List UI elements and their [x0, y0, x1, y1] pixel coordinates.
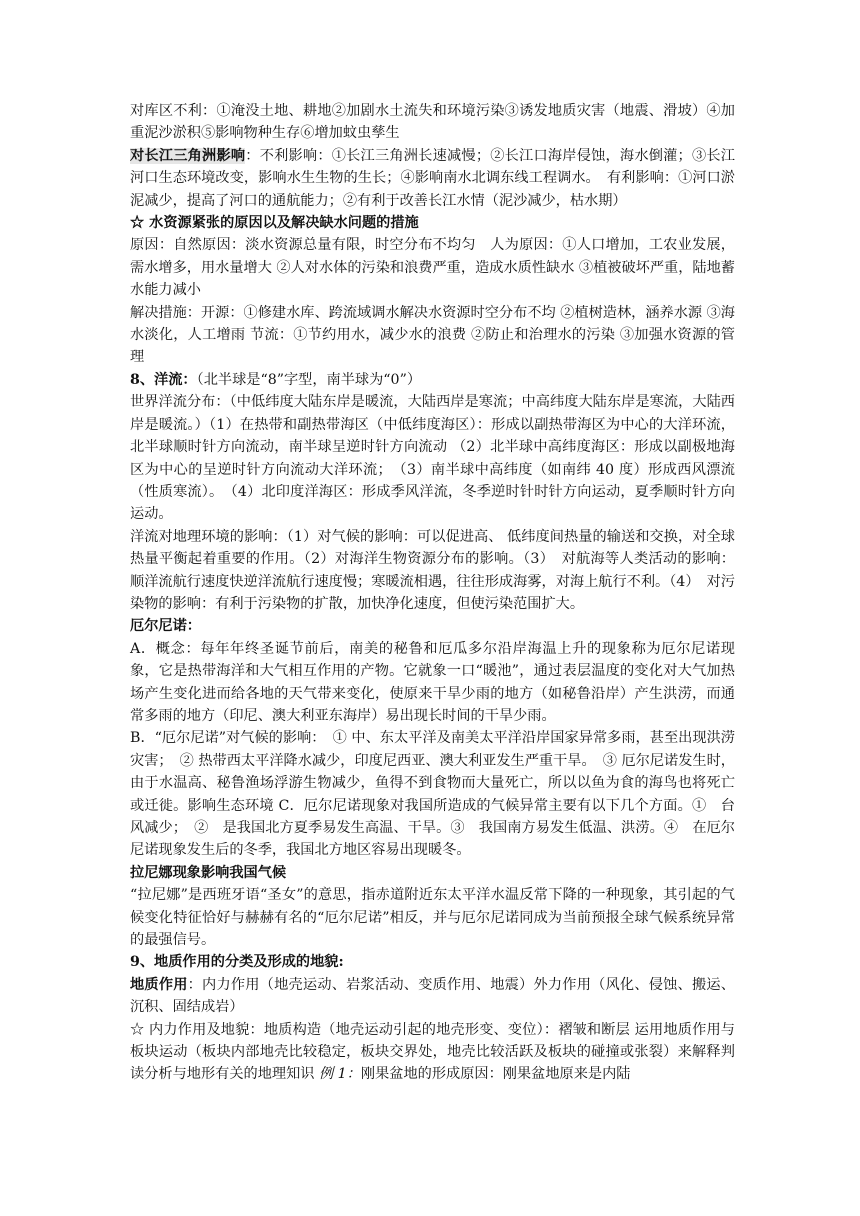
example-label: 例 1：	[318, 1066, 361, 1083]
paragraph-reservoir-impact: 对库区不利：①淹没土地、耕地②加剧水土流失和环境污染③诱发地质灾害（地震、滑坡）④加重泥沙淤积⑤影响物种生存⑥增加蚊虫孳生	[130, 103, 735, 142]
paragraph-water-causes: 原因：自然原因：淡水资源总量有限，时空分布不均匀 人为原因：①人口增加，工农业发展，需水增多，用水量增大 ②人对水体的污染和浪费严重，造成水质性缺水 ③植被破坏严重，陆地蓄水能力减小	[130, 237, 735, 299]
label-geological-processes: 地质作用	[130, 976, 188, 993]
paragraph-el-nino-concept: A．概念：每年年终圣诞节前后，南美的秘鲁和厄瓜多尔沿岸海温上升的现象称为厄尔尼诺现象，它是热带海洋和大气相互作用的产物。它就象一口“暖池”，通过表层温度的变化对大气加热场产生变化进而给各地的天气带来变化，使原来干旱少雨的地方（如秘鲁沿岸）产生洪涝，而通常多雨的地方（印尼、澳大利亚东海岸）易出现长时间的干旱少雨。	[130, 640, 735, 724]
heading-geology: 9、地质作用的分类及形成的地貌:	[130, 954, 344, 971]
heading-el-nino: 厄尔尼诺：	[130, 618, 201, 635]
document-page	[130, 100, 735, 1086]
heading-ocean-currents-note: （北半球是“8”字型，南半球为“0”）	[196, 371, 422, 388]
text-internal-forces: ☆ 内力作用及地貌：地质构造（地壳运动引起的地壳形变、变位）：褶皱和断层 运用地质作用与板块运动（板块内部地壳比较稳定，板块交界处，地壳比较活跃及板块的碰撞或张裂）来解释判读分析与地形有关的地理知识	[130, 1021, 735, 1083]
text-yangtze-delta: ：不利影响：①长江三角洲长速减慢；②长江口海岸侵蚀，海水倒灌；③长江河口生态环境改变，影响水生生物的生长；④影响南水北调东线工程调水。 有利影响：①河口淤泥减少，提高了河口的通航能力；②有利于改善长江水情（泥沙减少，枯水期）	[130, 147, 735, 209]
paragraph-la-nina: “拉尼娜”是西班牙语“圣女”的意思，指赤道附近东太平洋水温反常下降的一种现象，其引起的气候变化特征恰好与赫赫有名的“厄尔尼诺”相反，并与厄尔尼诺同成为当前预报全球气候系统异常的最强信号。	[130, 887, 735, 949]
heading-ocean-currents-title: 8、洋流：	[130, 371, 197, 388]
paragraph-el-nino-climate: B．“厄尔尼诺”对气候的影响： ① 中、东太平洋及南美太平洋沿岸国家异常多雨，甚至出现洪涝灾害； ② 热带西太平洋降水减少，印度尼西亚、澳大利亚发生严重干旱。 ③ 厄尔尼诺发生时，由于水温高、秘鲁渔场浮游生物减少，鱼得不到食物而大量死亡，所以以鱼为食的海鸟也将死亡或迁徙。影响生态环境 C．厄尔尼诺现象对我国所造成的气候异常主要有以下几个方面。① 台风减少； ② 是我国北方夏季易发生高温、干旱。③ 我国南方易发生低温、洪涝。④ 在厄尔尼诺现象发生后的冬季，我国北方地区容易出现暖冬。	[130, 730, 735, 859]
heading-ocean-currents	[130, 369, 735, 391]
heading-la-nina: 拉尼娜现象影响我国气候	[130, 864, 287, 881]
label-yangtze-delta: 对长江三角洲影响	[130, 147, 246, 164]
paragraph-current-distribution: 世界洋流分布：（中低纬度大陆东岸是暖流，大陆西岸是寒流；中高纬度大陆东岸是寒流，大陆西岸是暖流。）（1）在热带和副热带海区（中低纬度海区）：形成以副热带海区为中心的大洋环流，北半球顺时针方向流动，南半球呈逆时针方向流动 （2）北半球中高纬度海区：形成以副极地海区为中心的呈逆时针方向流动大洋环流； （3）南半球中高纬度（如南纬 40 度）形成西风漂流（性质寒流）。 （4）北印度洋海区：形成季风洋流，冬季逆时针时针方向运动，夏季顺时针方向运动。	[130, 394, 735, 523]
paragraph-current-effects: 洋流对地理环境的影响：（1）对气候的影响：可以促进高、 低纬度间热量的输送和交换，对全球热量平衡起着重要的作用。（2）对海洋生物资源分布的影响。（3） 对航海等人类活动的影响：顺洋流航行速度快逆洋流航行速度慢；寒暖流相遇，往往形成海雾，对海上航行不利。（4） 对污染物的影响：有利于污染物的扩散，加快净化速度，但使污染范围扩大。	[130, 528, 735, 612]
paragraph-water-measures: 解决措施：开源：①修建水库、跨流域调水解决水资源时空分布不均 ②植树造林，涵养水源 ③海水淡化，人工增雨 节流：①节约用水，减少水的浪费 ②防止和治理水的污染 ③加强水资源的管理	[130, 304, 735, 366]
paragraph-internal-forces	[130, 1019, 735, 1086]
paragraph-yangtze-delta	[130, 145, 735, 212]
text-congo-basin: 刚果盆地的形成原因：刚果盆地原来是内陆	[360, 1066, 631, 1083]
paragraph-geological-processes	[130, 974, 735, 1019]
text-geological-processes: ：内力作用（地壳运动、岩浆活动、变质作用、地震）外力作用（风化、侵蚀、搬运、沉积、固结成岩）	[130, 976, 735, 1016]
heading-water-shortage: ☆ 水资源紧张的原因以及解决缺水问题的措施	[130, 215, 419, 232]
